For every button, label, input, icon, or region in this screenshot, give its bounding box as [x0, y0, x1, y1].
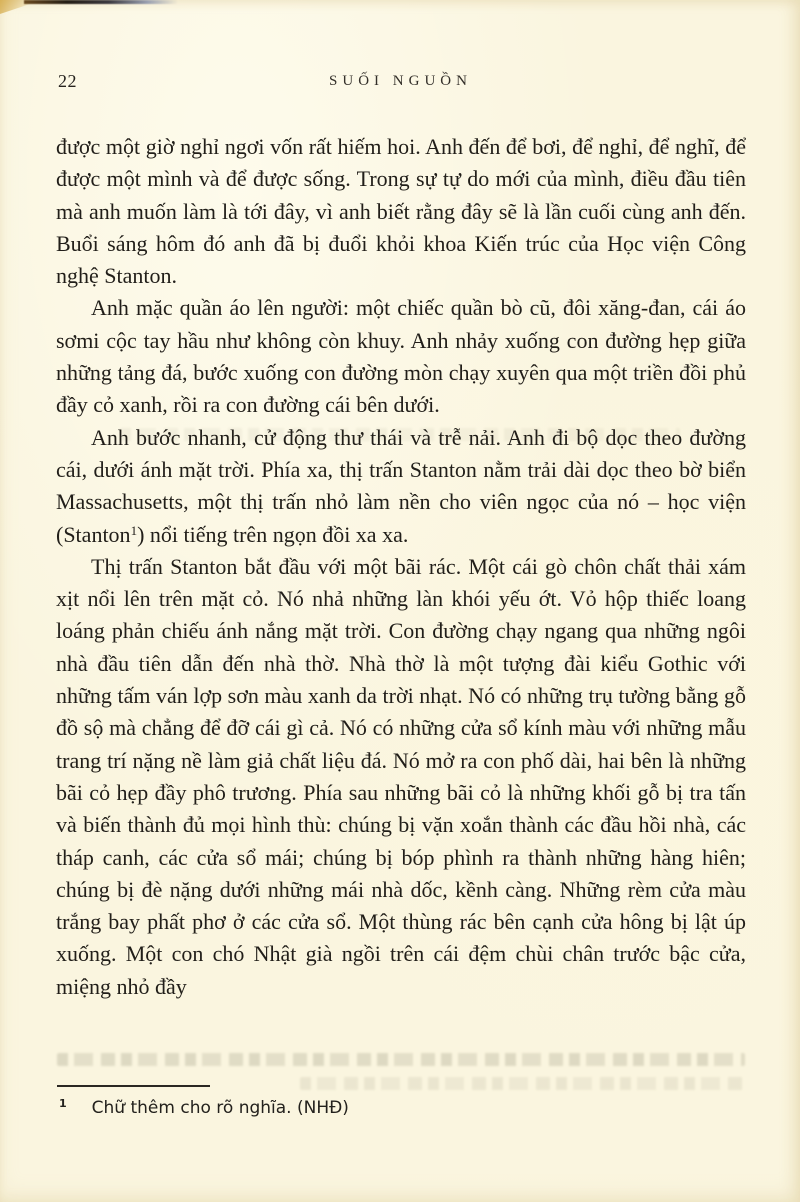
bleedthrough-artifact [57, 1053, 745, 1066]
body-text [56, 131, 746, 1003]
paragraph: được một giờ nghỉ ngơi vốn rất hiếm hoi. Anh đến để bơi, để nghỉ, để nghĩ, để được một mình và để được sống. Trong sự tự do mới của mình, điều đầu tiên mà anh muốn làm là tới đây, vì anh biết rằng đây sẽ là lần cuối cùng anh đến. Buổi sáng hôm đó anh đã bị đuổi khỏi khoa Kiến trúc của Học viện Công nghệ Stanton. [56, 134, 746, 289]
footnote-marker: 1 [59, 1097, 67, 1110]
page-header [56, 70, 745, 96]
footnote-text: Chữ thêm cho rõ nghĩa. (NHĐ) [91, 1098, 349, 1118]
scan-edge-artifact [24, 0, 178, 4]
footnote-line [56, 1097, 746, 1118]
paragraph: Anh bước nhanh, cử động thư thái và trễ nải. Anh đi bộ dọc theo đường cái, dưới ánh mặt trời. Phía xa, thị trấn Stanton nằm trải dài dọc theo bờ biển Massachusetts, một thị trấn nhỏ làm nền cho viên ngọc của nó – học viện (Stanton$^1$) nổi tiếng trên ngọn đồi xa xa. [56, 424, 746, 547]
paragraph: Thị trấn Stanton bắt đầu với một bãi rác. Một cái gò chôn chất thải xám xịt nổi lên trên mặt cỏ. Nó nhả những làn khói yếu ớt. Vỏ hộp thiếc loang loáng phản chiếu ánh nắng mặt trời. Con đường chạy ngang qua những ngôi nhà đầu tiên dẫn đến nhà thờ. Nhà thờ là một tượng đài kiểu Gothic với những tấm ván lợp sơn màu xanh da trời nhạt. Nó có những trụ tường bằng gỗ đồ sộ mà chẳng để đỡ cái gì cả. Nó có những cửa sổ kính màu với những mẫu trang trí nặng nề làm giả chất liệu đá. Nó mở ra con phố dài, hai bên là những bãi cỏ hẹp đầy phô trương. Phía sau những bãi cỏ là những khối gỗ bị tra tấn và biến thành đủ mọi hình thù: chúng bị vặn xoắn thành các đầu hồi nhà, các tháp canh, các cửa sổ mái; chúng bị bóp phình ra thành những hàng hiên; chúng bị đè nặng dưới những mái nhà dốc, kềnh càng. Những rèm cửa màu trắng bay phất phơ ở các cửa sổ. Một thùng rác bên cạnh cửa hông bị lật úp xuống. Một con chó Nhật già ngồi trên cái đệm chùi chân trước bậc cửa, miệng nhỏ đầy [56, 553, 746, 999]
footnote [56, 1085, 746, 1118]
running-head: SUỐI NGUỒN [329, 73, 472, 89]
footnote-rule [57, 1085, 210, 1087]
paragraph: Anh mặc quần áo lên người: một chiếc quần bò cũ, đôi xăng-đan, cái áo sơmi cộc tay hầu như không còn khuy. Anh nhảy xuống con đường hẹp giữa những tảng đá, bước xuống con đường mòn chạy xuyên qua một triền đồi phủ đầy cỏ xanh, rồi ra con đường cái bên dưới. [56, 295, 746, 418]
page-number: 22 [58, 71, 77, 91]
footnote-ref: 1 [130, 522, 138, 538]
